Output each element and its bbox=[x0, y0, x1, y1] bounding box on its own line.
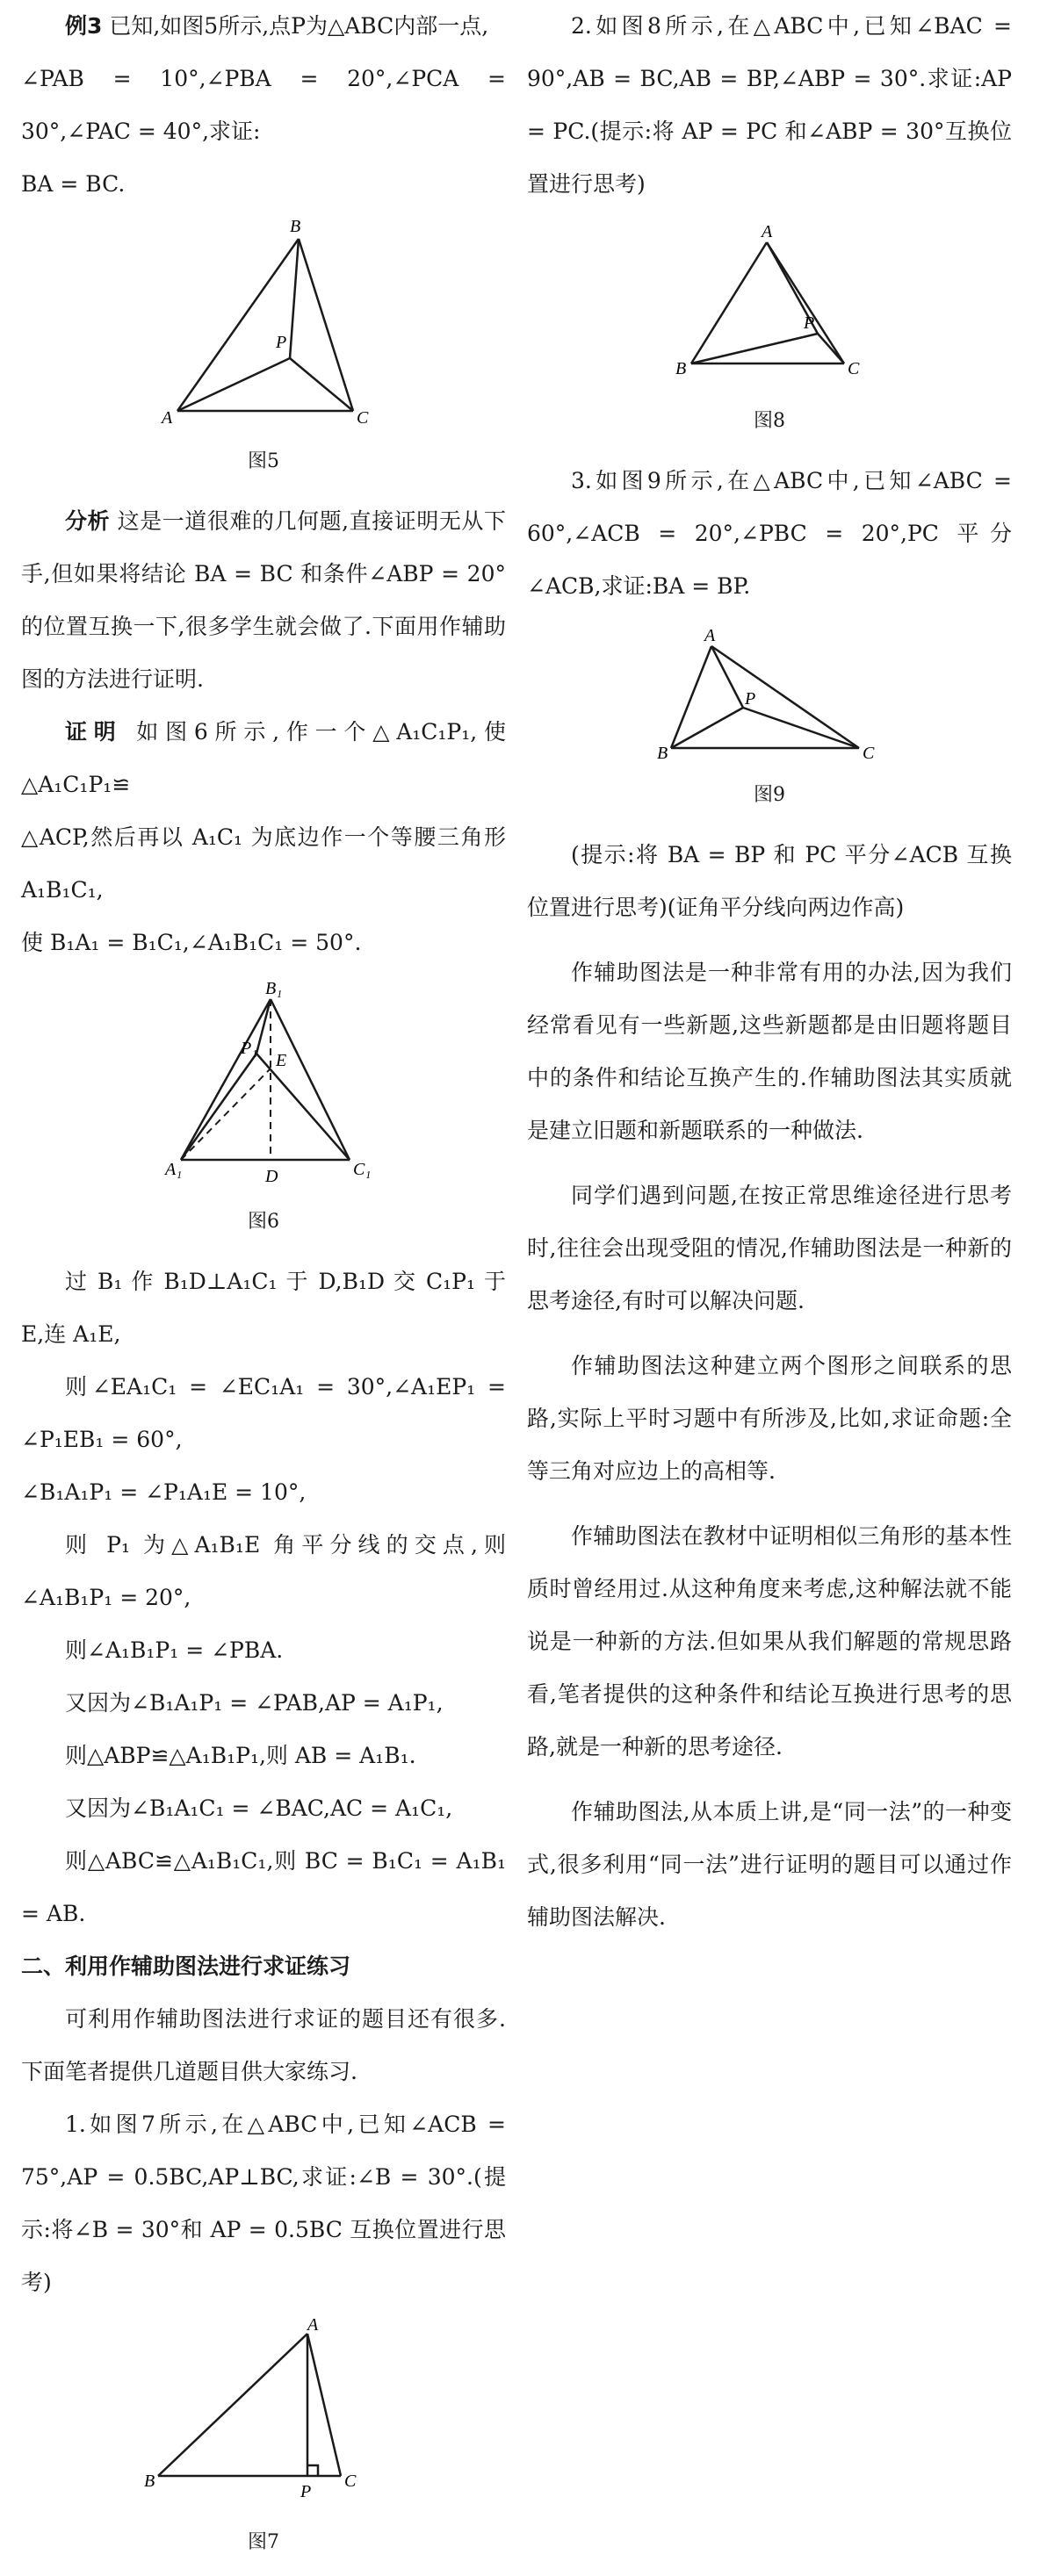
left-column bbox=[21, 0, 506, 2576]
fig7-label-p: P bbox=[300, 2482, 312, 2501]
fig7-label-a: A bbox=[307, 2315, 319, 2335]
paragraph-2: 同学们遇到问题,在按正常思维途径进行思考时,往往会出现受阻的情况,作辅助图法是一种新的思考途径,有时可以解决问题. bbox=[527, 1183, 1012, 1313]
fig6-label-b1: B₁ bbox=[265, 979, 283, 998]
paragraph-5: 作辅助图法,从本质上讲,是“同一法”的一种变式,很多利用“同一法”进行证明的题目可以通过作辅助图法解决. bbox=[527, 1799, 1012, 1930]
figure-6-caption: 图6 bbox=[248, 1211, 279, 1233]
question-3-hint: (提示:将 BA = BP 和 PC 平分∠ACB 互换位置进行思考)(证角平分线向两边作高) bbox=[527, 842, 1012, 920]
fig6-label-p1: P₁ bbox=[241, 1039, 258, 1058]
fig6-label-e: E bbox=[276, 1051, 287, 1070]
fig6-label-d: D bbox=[265, 1167, 278, 1186]
example3-line1: 例3 已知,如图5所示,点P为△ABC内部一点, bbox=[65, 13, 489, 39]
fig5-label-a: A bbox=[162, 408, 173, 428]
fig5-label-p: P bbox=[276, 333, 287, 352]
proof-step-3: ∠B₁A₁P₁ = ∠P₁A₁E = 10°, bbox=[21, 1479, 307, 1505]
proof-step-4: 则 P₁ 为△A₁B₁E 角平分线的交点,则∠A₁B₁P₁ = 20°, bbox=[21, 1532, 506, 1610]
fig8-label-c: C bbox=[848, 359, 860, 378]
section-2-intro: 可利用作辅助图法进行求证的题目还有很多.下面笔者提供几道题目供大家练习. bbox=[21, 2006, 506, 2084]
paragraph-4: 作辅助图法在教材中证明相似三角形的基本性质时曾经用过.从这种角度来考虑,这种解法就不能说是一种新的方法.但如果从我们解题的常规思路看,笔者提供的这种条件和结论互换进行思考的思路,就是一种新的思考途径. bbox=[527, 1523, 1012, 1759]
fig9-label-a: A bbox=[704, 626, 716, 645]
fig7-label-c: C bbox=[344, 2472, 357, 2491]
figure-9-caption: 图9 bbox=[754, 784, 785, 806]
proof-step-7: 则△ABP≌△A₁B₁P₁,则 AB = A₁B₁. bbox=[65, 1743, 416, 1768]
question-1: 1.如图7所示,在△ABC中,已知∠ACB = 75°,AP = 0.5BC,AP⊥BC,求证:∠B = 30°.(提示:将∠B = 30°和 AP = 0.5BC 互换位置进行思考) bbox=[21, 2112, 506, 2295]
fig8-label-p: P bbox=[804, 313, 815, 333]
fig8-label-b: B bbox=[675, 359, 687, 378]
fig9-label-c: C bbox=[863, 744, 875, 763]
fig6-label-c1: C₁ bbox=[353, 1160, 372, 1179]
paragraph-3: 作辅助图法这种建立两个图形之间联系的思路,实际上平时习题中有所涉及,比如,求证命题:全等三角对应边上的高相等. bbox=[527, 1353, 1012, 1484]
proof-step-1: 过 B₁ 作 B₁D⊥A₁C₁ 于 D,B₁D 交 C₁P₁ 于 E,连 A₁E, bbox=[21, 1269, 506, 1347]
proof-line3: 使 B₁A₁ = B₁C₁,∠A₁B₁C₁ = 50°. bbox=[21, 930, 362, 955]
fig5-label-b: B bbox=[290, 217, 301, 236]
proof-step-5: 则∠A₁B₁P₁ = ∠PBA. bbox=[65, 1637, 284, 1663]
proof-line1: 证明 如图6所示,作一个△A₁C₁P₁,使△A₁C₁P₁≌ bbox=[21, 719, 506, 797]
figure-9 bbox=[655, 623, 884, 773]
proof-step-8: 又因为∠B₁A₁C₁ = ∠BAC,AC = A₁C₁, bbox=[65, 1795, 453, 1821]
figure-7 bbox=[141, 2315, 386, 2520]
question-2: 2.如图8所示,在△ABC中,已知∠BAC = 90°,AB = BC,AB = BP,∠ABP = 30°.求证:AP = PC.(提示:将 AP = PC 和∠ABP = 30°互换位置进行思考) bbox=[527, 13, 1012, 197]
proof-label: 证明 bbox=[65, 719, 123, 745]
paragraph-1: 作辅助图法是一种非常有用的办法,因为我们经常看见有一些新题,这些新题都是由旧题将题目中的条件和结论互换产生的.作辅助图法其实质就是建立旧题和新题联系的一种做法. bbox=[527, 960, 1012, 1143]
figure-5 bbox=[149, 219, 378, 439]
example-label: 例3 bbox=[65, 13, 103, 39]
analysis-label: 分析 bbox=[65, 508, 111, 534]
fig5-label-c: C bbox=[357, 408, 369, 428]
proof-step-9: 则△ABC≌△A₁B₁C₁,则 BC = B₁C₁ = A₁B₁ = AB. bbox=[21, 1848, 506, 1926]
figure-8-caption: 图8 bbox=[754, 410, 785, 432]
proof-line2: △ACP,然后再以 A₁C₁ 为底边作一个等腰三角形 A₁B₁C₁, bbox=[21, 824, 506, 903]
figure-7-caption: 图7 bbox=[248, 2531, 279, 2553]
fig9-label-b: B bbox=[657, 744, 668, 763]
section-2-heading: 二、利用作辅助图法进行求证练习 bbox=[21, 1954, 351, 1979]
fig6-label-a1: A₁ bbox=[165, 1160, 183, 1179]
figure-5-caption: 图5 bbox=[248, 450, 279, 472]
figure-6 bbox=[158, 979, 372, 1199]
example3-line3: BA = BC. bbox=[21, 171, 126, 197]
example3-line2: ∠PAB = 10°,∠PBA = 20°,∠PCA = 30°,∠PAC = 40°,求证: bbox=[21, 66, 506, 144]
fig9-label-p: P bbox=[745, 689, 756, 709]
question-3: 3.如图9所示,在△ABC中,已知∠ABC = 60°,∠ACB = 20°,∠PBC = 20°,PC 平分∠ACB,求证:BA = BP. bbox=[527, 468, 1012, 599]
figure-8 bbox=[668, 223, 870, 399]
proof-step-6: 又因为∠B₁A₁P₁ = ∠PAB,AP = A₁P₁, bbox=[65, 1690, 444, 1716]
right-column bbox=[527, 0, 1012, 1944]
fig7-label-b: B bbox=[144, 2472, 155, 2491]
proof-step-2: 则∠EA₁C₁ = ∠EC₁A₁ = 30°,∠A₁EP₁ = ∠P₁EB₁ = 60°, bbox=[21, 1374, 506, 1452]
fig8-label-a: A bbox=[762, 222, 773, 241]
analysis-paragraph: 分析 这是一道很难的几何题,直接证明无从下手,但如果将结论 BA = BC 和条件∠ABP = 20°的位置互换一下,很多学生就会做了.下面用作辅助图的方法进行证明. bbox=[21, 508, 506, 692]
